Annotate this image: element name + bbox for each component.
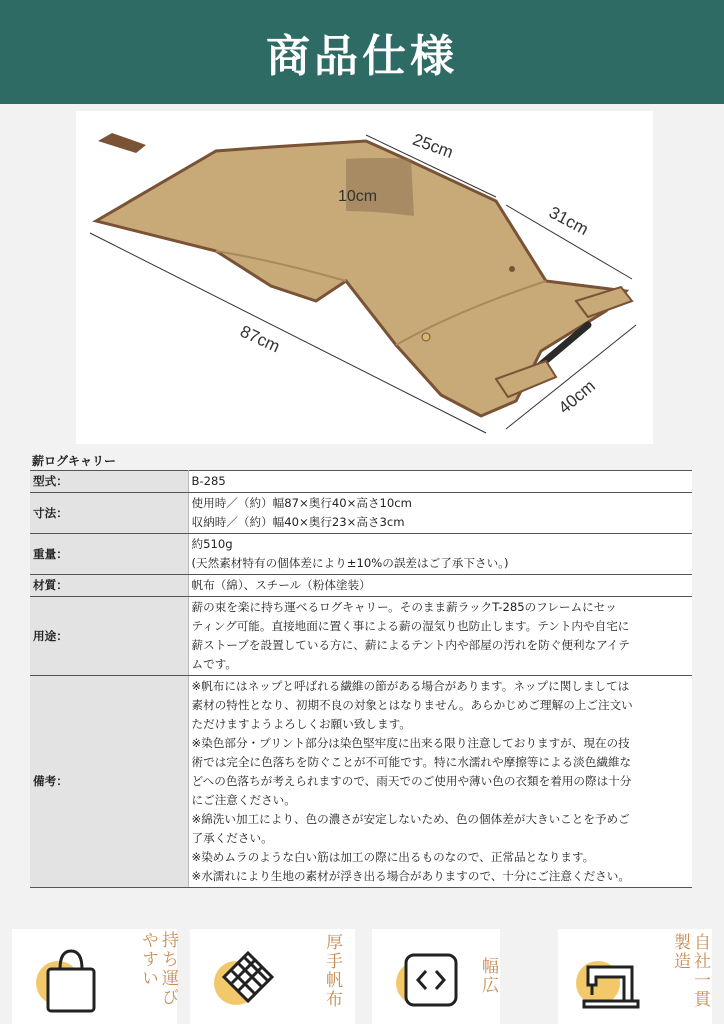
feature-wide: [372, 929, 500, 1024]
spec-line: 薪の束を楽に持ち運べるログキャリー。そのまま薪ラックT-285のフレームにセッ: [191, 600, 617, 614]
spec-line: ※染めムラのような白い筋は加工の際に出るものなので、正常品となります。: [191, 850, 595, 864]
width-code-icon: [390, 937, 470, 1017]
spec-value: [188, 471, 692, 493]
page-title: 商品仕様: [266, 31, 458, 82]
spec-line: 約510g: [191, 537, 233, 551]
spec-line: B-285: [191, 474, 226, 488]
spec-section: [30, 452, 692, 888]
feature-text: 持ち運びやすい: [138, 931, 178, 1007]
spec-line: ※水濡れにより生地の素材が浮き出る場合がありますので、十分にご注意ください。: [191, 869, 630, 883]
spec-value: [188, 597, 692, 676]
spec-line: にご注意ください。: [191, 793, 296, 807]
spec-line: 使用時／（約）幅87×奥行40×高さ10cm: [191, 496, 412, 510]
spec-label: 型式：: [30, 471, 188, 493]
spec-row-size: [30, 493, 692, 534]
dim-length: 87cm: [237, 321, 283, 357]
feature-text: 幅広: [478, 957, 498, 995]
shopping-bag-icon: [30, 937, 110, 1017]
spec-line: ただけますようよろしくお願い致します。: [191, 717, 411, 731]
dim-depth: 10cm: [338, 188, 378, 205]
spec-row-model: [30, 471, 692, 493]
spec-line: 薪ストーブを設置している方に、薪によるテント内や部屋の汚れを防ぐ便利なアイテ: [191, 638, 630, 652]
canvas-fabric-icon: [208, 937, 288, 1017]
log-carrier-illustration: [76, 111, 653, 444]
spec-line: ※染色部分・プリント部分は染色堅牢度に出来る限り注意しておりますが、現在の技: [191, 736, 630, 750]
spec-line: 収納時／（約）幅40×奥行23×高さ3cm: [191, 515, 405, 529]
dim-width-top: 25cm: [410, 129, 456, 162]
page-header: [0, 0, 724, 104]
spec-line: 帆布（綿）、スチール（粉体塗装）: [191, 578, 371, 592]
feature-portable: [12, 929, 177, 1024]
spec-value: [188, 493, 692, 534]
spec-value: [188, 575, 692, 597]
spec-value: [188, 676, 692, 888]
spec-table: [30, 470, 692, 888]
product-photo: [76, 111, 653, 444]
spec-label: 材質：: [30, 575, 188, 597]
spec-line: 了承ください。: [191, 831, 273, 845]
spec-label: 用途：: [30, 597, 188, 676]
spec-title: 薪ログキャリー: [32, 454, 117, 468]
spec-line: どへの色落ちが考えられますので、雨天でのご使用や薄い色の衣類を着用の際は十分: [191, 774, 632, 788]
spec-label: 重量：: [30, 534, 188, 575]
feature-icons: [0, 925, 724, 1024]
spec-label: 寸法：: [30, 493, 188, 534]
spec-line: ティング可能。直接地面に置く事による薪の湿気り也防止します。テント内や自宅に: [191, 619, 630, 633]
spec-line: 術では完全に色落ちを防ぐことが不可能です。特に水濡れや摩擦等による淡色繊維な: [191, 755, 632, 769]
feature-text: 自社一貫製造: [670, 933, 710, 1009]
spec-line: ※帆布にはネップと呼ばれる繊維の節がある場合があります。ネップに関しましては: [191, 679, 630, 693]
dim-width: 40cm: [554, 376, 599, 418]
spec-row-weight: [30, 534, 692, 575]
spec-row-usage: [30, 597, 692, 676]
spec-line: ※綿洗い加工により、色の濃さが安定しないため、色の個体差が大きいことを予めご: [191, 812, 630, 826]
feature-in-house: [558, 929, 712, 1024]
spec-row-material: [30, 575, 692, 597]
sewing-machine-icon: [570, 937, 650, 1017]
feature-text: 厚手帆布: [322, 933, 342, 1009]
spec-label: 備考：: [30, 676, 188, 888]
spec-value: [188, 534, 692, 575]
spec-line: (天然素材特有の個体差により±10%の誤差はご了承下さい。): [191, 556, 509, 570]
spec-line: ムです。: [191, 657, 237, 671]
spec-line: 素材の特性となり、初期不良の対象とはなりません。あらかじめご理解の上ご注文い: [191, 698, 633, 712]
spec-row-notes: [30, 676, 692, 888]
feature-thick-canvas: [190, 929, 355, 1024]
dim-side: 31cm: [545, 202, 592, 240]
